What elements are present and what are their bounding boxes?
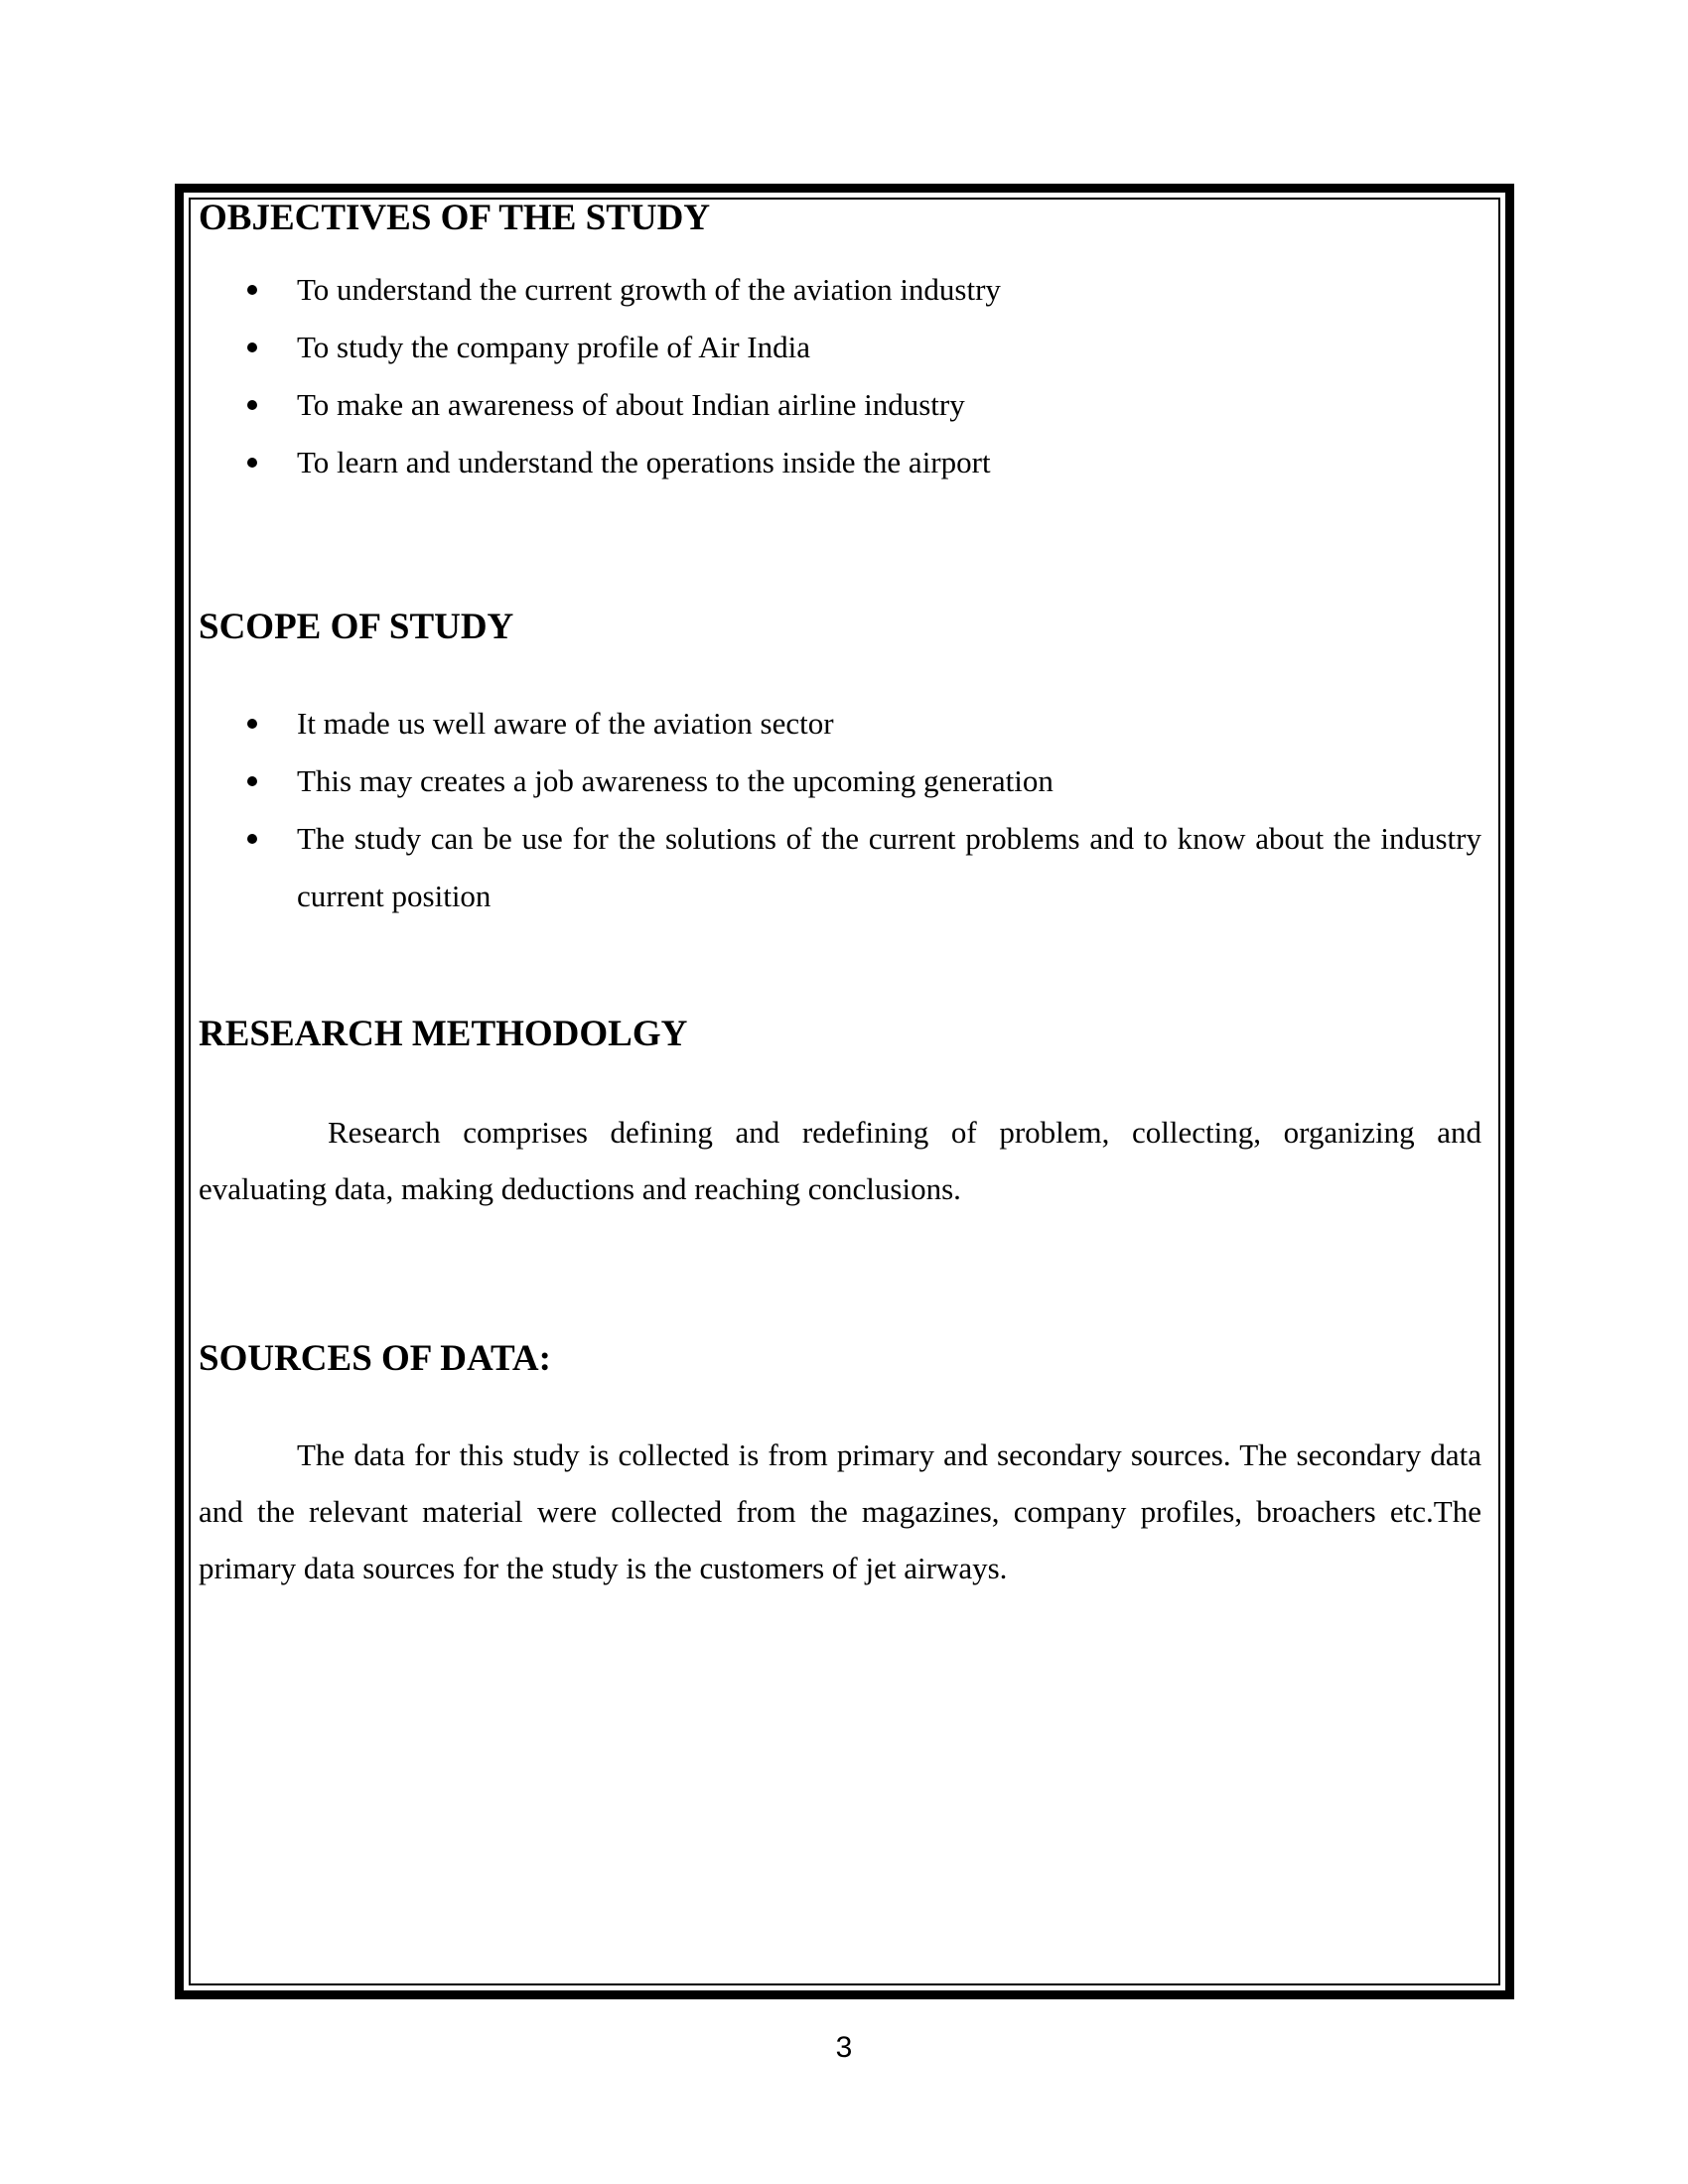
scope-item-text: The study can be use for the solutions of the current problems and to know about the industry current position [297,821,1481,913]
objectives-list-item [199,319,1481,376]
bullet-icon [247,719,257,729]
objectives-item-text: To study the company profile of Air India [297,330,810,364]
bullet-icon [247,834,257,844]
scope-list-item [199,752,1481,810]
page-content [199,0,1481,2184]
bullet-icon [247,342,257,352]
scope-item-text: It made us well aware of the aviation sector [297,706,834,741]
objectives-heading: OBJECTIVES OF THE STUDY [199,198,711,238]
scope-list [199,695,1481,925]
scope-heading: SCOPE OF STUDY [199,607,514,647]
scope-list-item [199,810,1481,925]
sources-heading: SOURCES OF DATA: [199,1338,551,1379]
bullet-icon [247,776,257,786]
methodology-paragraph: Research comprises defining and redefining of problem, collecting, organizing and evaluating data, making deductions and reaching conclusions. [199,1115,1481,1206]
bullet-icon [247,400,257,410]
objectives-item-text: To understand the current growth of the aviation industry [297,272,1001,307]
objectives-list-item [199,261,1481,319]
bullet-icon [247,285,257,295]
objectives-item-text: To make an awareness of about Indian airline industry [297,387,965,422]
page-number: 3 [835,2031,853,2064]
scope-item-text: This may creates a job awareness to the upcoming generation [297,763,1054,798]
bullet-icon [247,458,257,468]
methodology-heading: RESEARCH METHODOLGY [199,1014,688,1054]
scope-list-item [199,695,1481,752]
objectives-list [199,261,1481,491]
objectives-list-item [199,376,1481,434]
objectives-item-text: To learn and understand the operations inside the airport [297,445,991,479]
objectives-list-item [199,434,1481,491]
sources-paragraph: The data for this study is collected is from primary and secondary sources. The secondary data and the relevant material were collected from the magazines, company profiles, broachers etc.The primary data sources for the study is the customers of jet airways. [199,1437,1481,1585]
